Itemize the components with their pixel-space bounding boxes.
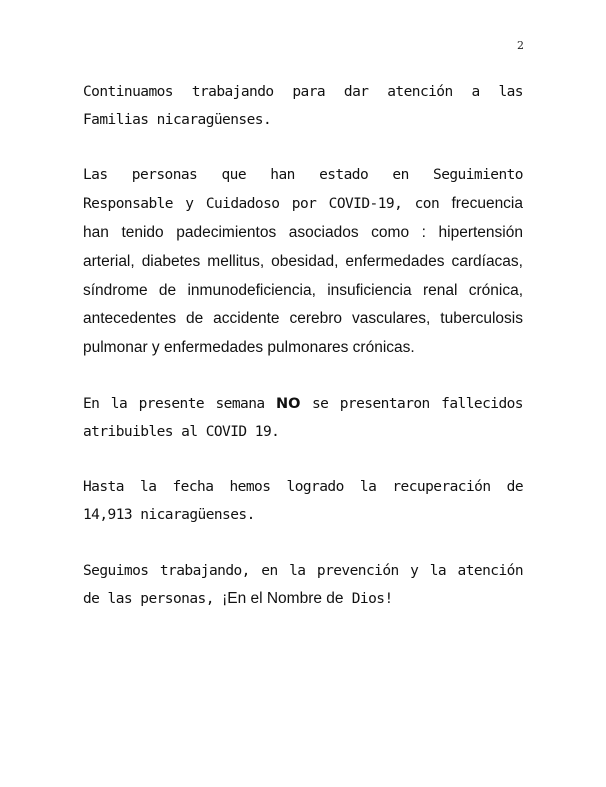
paragraph-recovery-text: Hasta la fecha hemos logrado la recuperación de 14,913 nicaragüenses.: [83, 479, 523, 523]
paragraph-conditions-text-b: frecuencia han tenido padecimientos asociados como : hipertensión arterial, diabetes mellitus, obesidad, enfermedades cardíacas, síndrome de inmunodeficiencia, insuficiencia renal crónica, antecedentes de accidente cerebro vasculares, tuberculosis pulmonar y enfermedades pulmonares crónicas.: [83, 195, 523, 357]
paragraph-closing-text-b: ¡En el Nombre de: [222, 590, 344, 608]
page-number: 2: [517, 39, 524, 52]
paragraph-closing: [83, 558, 523, 615]
paragraph-intro-text: Continuamos trabajando para dar atención a las Familias nicaragüenses.: [83, 84, 523, 128]
paragraph-conditions: [83, 162, 523, 363]
paragraph-intro: [83, 79, 523, 135]
paragraph-closing-text-c: Dios!: [343, 591, 393, 608]
paragraph-deaths: [83, 391, 523, 447]
paragraph-recovery: [83, 474, 523, 530]
document-body: [83, 79, 523, 642]
paragraph-deaths-emphasis: NO: [276, 395, 301, 412]
paragraph-conditions-text-a: Las personas que han estado en Seguimiento Responsable y Cuidadoso por COVID-19, con: [83, 167, 523, 213]
paragraph-deaths-before: En la presente semana: [83, 395, 277, 412]
paragraph-deaths-after: se presentaron fallecidos atribuibles al COVID 19.: [83, 395, 523, 440]
paragraph-closing-text-a: Seguimos trabajando, en la prevención y la atención de las personas,: [83, 562, 523, 608]
